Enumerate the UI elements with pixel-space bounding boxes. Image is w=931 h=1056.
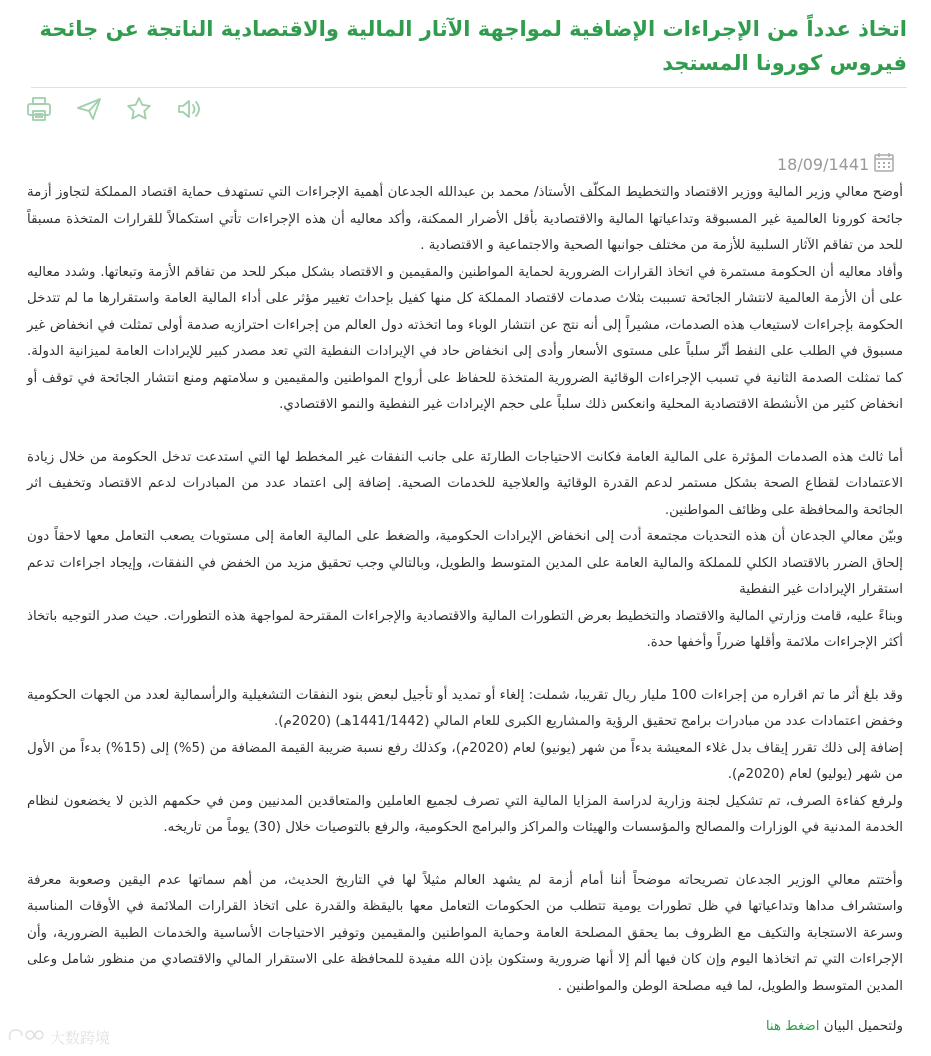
sound-button[interactable] [174, 96, 204, 126]
paragraph-gap [27, 419, 903, 445]
send-icon [75, 95, 103, 127]
share-button[interactable] [74, 96, 104, 126]
paragraph-8: ولرفع كفاءة الصرف، تم تشكيل لجنة وزارية لدراسة المزايا المالية التي تصرف لجميع العاملين والمتعاقدين المدنيين ومن في حكمهم الذين لا يخضعون لنظام الخدمة المدنية في الوزارات والمصالح والمؤسسات والهيئات والمراكز والبرامج الحكومية، والرفع بالتوصيات خلال (30) يوماً من تاريخه. [27, 793, 903, 835]
title-divider [31, 87, 907, 88]
paragraph-gap [27, 657, 903, 683]
sound-icon [175, 95, 203, 127]
watermark-logo-icon [6, 1024, 46, 1050]
paragraph-1: أوضح معالي وزير المالية ووزير الاقتصاد والتخطيط المكلّف الأستاذ/ محمد بن عبدالله الجدعان أهمية الإجراءات التي تستهدف حماية اقتصاد المملكة لتجاوز أزمة جائحة كورونا العالمية غير المسبوقة وتداعياتها المالية والاقتصادية بأقل الأضرار الممكنة، وأكد معاليه أن هذه الإجراءات تأتي استكمالاً للقرارات المتخذة مسبقاً للحد من تفاقم الآثار السلبية للأزمة من مختلف جوانبها الصحية والاجتماعية و الاقتصادية . [27, 185, 903, 253]
download-label: ولتحميل البيان [823, 1019, 903, 1034]
paragraph-4: وبيّن معالي الجدعان أن هذه التحديات مجتمعة أدت إلى انخفاض الإيرادات الحكومية، والضغط على المالية العامة إلى مستويات يصعب التعامل معها لاحقاً دون إلحاق الضرر بالاقتصاد الكلي للمملكة والمالية العامة على المدين المتوسط والطويل، وبالتالي وجب تحقيق مزيد من الخفض في النفقات، وإيجاد اجراءات تدعم استقرار الإيرادات غير النفطية [27, 529, 903, 597]
watermark [6, 1024, 110, 1050]
paragraph-gap [27, 842, 903, 868]
calendar-icon [873, 151, 895, 177]
favorite-button[interactable] [124, 96, 154, 126]
download-link[interactable]: اضغط هنا [765, 1019, 820, 1034]
paragraph-6: وقد بلغ أثر ما تم اقراره من إجراءات 100 مليار ريال تقريبا، شملت: إلغاء أو تمديد أو تأجيل لبعض بنود النفقات التشغيلية والرأسمالية لعدد من الجهات الحكومية وخفض اعتمادات عدد من مبادرات برامج تحقيق الرؤية والمشاريع الكبرى للعام المالي (1441/1442هـ) (2020م). [27, 687, 903, 729]
paragraph-2: وأفاد معاليه أن الحكومة مستمرة في اتخاذ القرارات الضرورية لحماية المواطنين والمقيمين و الاقتصاد بشكل مبكر للحد من تفاقم الأزمة وتبعاتها. وشدد معاليه على أن الأزمة العالمية لانتشار الجائحة تسببت بثلاث صدمات لاقتصاد المملكة كل منها كفيل بإحداث تغيير مؤثر على أداء المالية العامة واستقرارها ما لم تتدخل الحكومة بإجراءات لاستيعاب هذه الصدمات، مشيراً إلى أنه نتج عن انتشار الوباء وما اتخذته دول العالم من إجراءات احترازيه صدمة أولى تمثلت في انخفاض غير مسبوق في الطلب على النفط أثّر سلباً على مستوى الأسعار وأدى إلى انخفاض حاد في الإيرادات النفطية التي تعد مصدر كبير للإيرادات العامة لميزانية الدولة. كما تمثلت الصدمة الثانية في تسبب الإجراءات الوقائية الضرورية المتخذة للحفاظ على أرواح المواطنين والمقيمين و سلامتهم ومنع انتشار الجائحة في توقف أو انخفاض كثير من الأنشطة الاقتصادية المحلية وانعكس ذلك سلباً على حجم الإيرادات غير النفطية والنمو الاقتصادي. [27, 264, 903, 412]
paragraph-5: وبناءً عليه، قامت وزارتي المالية والاقتصاد والتخطيط بعرض التطورات المالية والاقتصادية والإجراءات المقترحة لمواجهة هذه التطورات. حيث صدر التوجيه باتخاذ أكثر الإجراءات ملائمة وأقلها ضرراً وأخفها حدة. [27, 608, 903, 650]
paragraph-3: أما ثالث هذه الصدمات المؤثرة على المالية العامة فكانت الاحتياجات الطارئة على جانب النفقات غير المخطط لها التي استدعت تدخل الحكومة من خلال زيادة الاعتمادات لقطاع الصحة بشكل مستمر لدعم القدرة الوقائية والعلاجية للخدمات الصحية. إضافة إلى اعتماد عدد من المبادرات لدعم الاقتصاد وتخفيف اثر الجائحة والمحافظة على وظائف المواطنين. [27, 449, 903, 518]
paragraph-7: إضافة إلى ذلك تقرر إيقاف بدل غلاء المعيشة بدءاً من شهر (يونيو) لعام (2020م)، وكذلك رفع نسبة ضريبة القيمة المضافة من (5%) إلى (15%) بدءاً من الأول من شهر (يوليو) لعام (2020م). [27, 740, 903, 782]
download-line [766, 1019, 903, 1034]
print-icon [25, 95, 53, 127]
print-button[interactable] [24, 96, 54, 126]
article-date [777, 151, 895, 177]
article-body [27, 180, 903, 1000]
article-toolbar [24, 96, 204, 126]
star-icon [125, 95, 153, 127]
paragraph-9: وأختتم معالي الوزير الجدعان تصريحاته موضحاً أننا أمام أزمة لم يشهد العالم مثيلاً لها في التاريخ الحديث، من أهم سماتها عدم اليقين وصعوبة معرفة واستشراف مداها وتداعياتها في ظل تطورات يومية تتطلب من الحكومات التعامل معها باليقظة والقدرة على اتخاذ القرارات الملائمة في الأوقات المناسبة وسرعة الاستجابة والتكيف مع الظروف بما يحقق المصلحة العامة وحماية المواطنين والمقيمين وتوفير الاحتياجات الأساسية والخدمات الطبية الضرورية، وأن الإجراءات التي تم اتخاذها اليوم وإن كان فيها ألم إلا أنها ضرورية وستكون بإذن الله مفيدة للمحافظة على الاستقرار المالي والاقتصادي من منظور شامل وعلى المدين المتوسط والطويل، لما فيه مصلحة الوطن والمواطنين . [27, 872, 903, 994]
date-text: 18/09/1441 [777, 154, 870, 174]
watermark-text: 大数跨境 [50, 1028, 111, 1047]
article-title: اتخاذ عدداً من الإجراءات الإضافية لمواجهة الآثار المالية والاقتصادية الناتجة عن جائحة فيروس كورونا المستجد [39, 17, 907, 75]
